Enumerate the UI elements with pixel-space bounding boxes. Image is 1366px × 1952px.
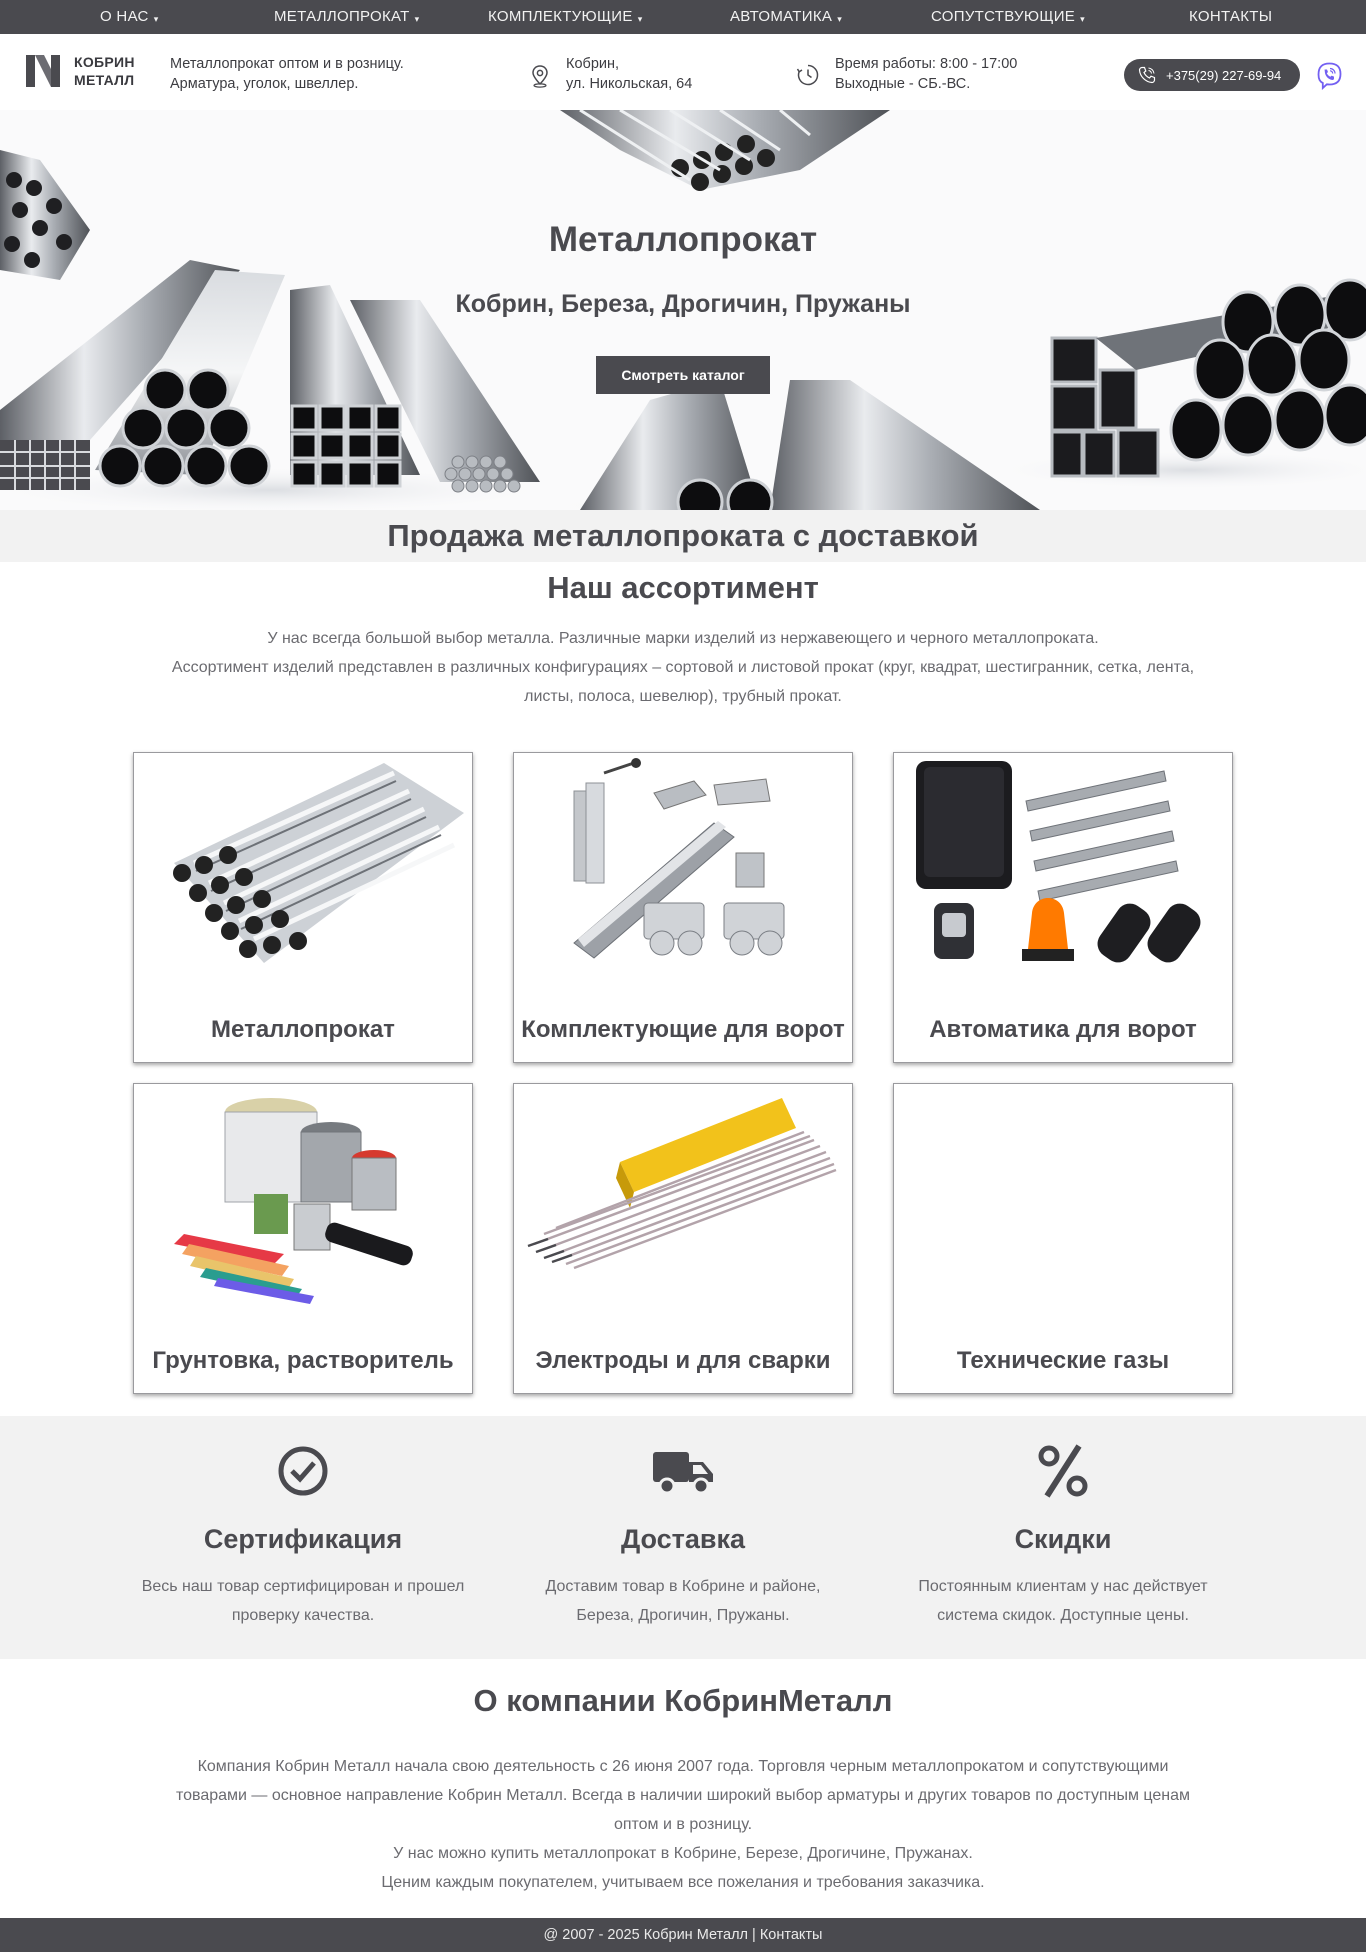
site-footer[interactable]: @ 2007 - 2025 Кобрин Металл | Контакты xyxy=(0,1918,1366,1952)
nav-label: О НАС xyxy=(100,8,149,25)
gases-image-placeholder xyxy=(894,1084,1232,1304)
caret-down-icon: ▾ xyxy=(837,14,843,24)
hero-title: Металлопрокат xyxy=(548,220,818,259)
view-catalog-button[interactable]: Смотреть каталог xyxy=(596,356,770,394)
category-card-welding[interactable] xyxy=(513,1083,853,1394)
logo-line2: МЕТАЛЛ xyxy=(74,72,135,88)
about-title: О компании КобринМеталл xyxy=(473,1683,893,1718)
hero-subtitle: Кобрин, Береза, Дрогичин, Пружаны xyxy=(455,290,911,318)
nav-label: СОПУТСТВУЮЩИЕ xyxy=(931,8,1076,25)
card-title: Металлопрокат xyxy=(211,1016,395,1043)
feature-text xyxy=(493,1572,873,1630)
features-section xyxy=(0,1416,1366,1659)
assortment-text-line2: Ассортимент изделий представлен в различных конфигурациях – сортовой и листовой прокат (круг, квадрат, шестигранник, сетка, лента, xyxy=(171,659,1195,676)
card-title: Электроды и для сварки xyxy=(535,1347,831,1374)
address-line1: Кобрин, xyxy=(566,56,620,72)
truck-icon xyxy=(651,1444,715,1498)
nav-label: КОМПЛЕКТУЮЩИЕ xyxy=(488,8,633,25)
about-text-line5: Ценим каждым покупателем, учитываем все пожелания и требования заказчика. xyxy=(381,1874,985,1891)
card-title: Технические газы xyxy=(956,1347,1170,1374)
nav-label: КОНТАКТЫ xyxy=(1189,8,1273,25)
feature-title: Сертификация xyxy=(203,1524,403,1554)
logo-text xyxy=(74,53,135,89)
assortment-text xyxy=(110,624,1256,711)
viber-icon[interactable] xyxy=(1316,62,1343,90)
feature-text-line2: проверку качества. xyxy=(231,1607,375,1624)
site-header xyxy=(0,34,1366,110)
delivery-band-title: Продажа металлопроката с доставкой xyxy=(0,510,1366,562)
rebar-bundle-image xyxy=(134,753,472,973)
feature-text-line2: система скидок. Доступные цены. xyxy=(937,1607,1189,1624)
tagline-line1: Металлопрокат оптом и в розницу. xyxy=(170,56,404,72)
card-title: Комплектующие для ворот xyxy=(521,1016,845,1043)
feature-text-line1: Постоянным клиентам у нас действует xyxy=(918,1578,1208,1595)
paint-cans-image xyxy=(134,1084,472,1304)
header-address xyxy=(566,54,692,94)
assortment-text-line3: листы, полоса, шевелюр), трубный прокат. xyxy=(524,688,842,705)
about-text-line2: товарами — основное направление Кобрин Металл. Всегда в наличии широкий выбор арматуры и других товаров по доступным ценам xyxy=(175,1787,1191,1804)
category-card-gate-components[interactable] xyxy=(513,752,853,1063)
assortment-title: Наш ассортимент xyxy=(547,570,819,605)
check-circle-icon xyxy=(271,1444,335,1498)
nav-item-related[interactable] xyxy=(931,0,1085,34)
caret-down-icon: ▾ xyxy=(153,14,159,24)
percent-icon xyxy=(1031,1444,1095,1498)
category-card-gases[interactable] xyxy=(893,1083,1233,1394)
hero-banner xyxy=(0,110,1366,510)
card-title: Автоматика для ворот xyxy=(929,1016,1197,1043)
tagline-line2: Арматура, уголок, швеллер. xyxy=(170,76,359,92)
feature-text-line1: Доставим товар в Кобрине и районе, xyxy=(545,1578,821,1595)
phone-button[interactable] xyxy=(1124,59,1300,91)
card-title: Грунтовка, растворитель xyxy=(152,1347,454,1374)
nav-item-about[interactable] xyxy=(100,0,159,34)
about-text xyxy=(110,1752,1256,1897)
address-line2: ул. Никольская, 64 xyxy=(566,76,693,92)
category-card-primer[interactable] xyxy=(133,1083,473,1394)
welding-electrodes-image xyxy=(514,1084,852,1304)
feature-text-line2: Береза, Дрогичин, Пружаны. xyxy=(576,1607,790,1624)
hours-line1: Время работы: 8:00 - 17:00 xyxy=(835,56,1018,72)
caret-down-icon: ▾ xyxy=(1080,14,1085,24)
feature-title: Доставка xyxy=(620,1524,746,1554)
nav-label: АВТОМАТИКА xyxy=(730,8,833,25)
header-hours xyxy=(835,54,1017,94)
nav-item-automation[interactable] xyxy=(730,0,842,34)
caret-down-icon: ▾ xyxy=(637,14,643,24)
nav-item-components[interactable] xyxy=(488,0,643,34)
nav-item-contacts[interactable] xyxy=(1189,0,1272,34)
header-tagline xyxy=(170,54,404,94)
about-text-line3: оптом и в розницу. xyxy=(613,1816,753,1833)
logo-mark-icon xyxy=(26,53,68,89)
nav-item-metal[interactable] xyxy=(274,0,419,34)
assortment-text-line1: У нас всегда большой выбор металла. Различные марки изделий из нержавеющего и черного металлопроката. xyxy=(267,630,1099,647)
about-text-line1: Компания Кобрин Металл начала свою деятельность с 26 июня 2007 года. Торговля черным металлопрокатом и сопутствующими xyxy=(197,1758,1169,1775)
gate-hardware-image xyxy=(514,753,852,973)
logo-line1: КОБРИН xyxy=(74,54,135,70)
nav-label: МЕТАЛЛОПРОКАТ xyxy=(274,8,410,25)
hours-line2: Выходные - СБ.-ВС. xyxy=(835,76,971,92)
feature-text xyxy=(113,1572,493,1630)
about-text-line4: У нас можно купить металлопрокат в Кобрине, Березе, Дрогичине, Пружанах. xyxy=(393,1845,973,1862)
phone-icon xyxy=(1138,66,1156,84)
phone-number: +375(29) 227-69-94 xyxy=(1166,67,1282,83)
clock-icon xyxy=(796,63,820,87)
caret-down-icon: ▾ xyxy=(414,14,420,24)
category-card-gate-automation[interactable] xyxy=(893,752,1233,1063)
feature-title: Скидки xyxy=(1014,1524,1112,1554)
feature-text-line1: Весь наш товар сертифицирован и прошел xyxy=(141,1578,465,1595)
top-nav xyxy=(0,0,1366,34)
map-pin-icon xyxy=(530,64,550,88)
gate-automation-image xyxy=(894,753,1232,973)
feature-text xyxy=(873,1572,1253,1630)
logo[interactable] xyxy=(26,52,144,90)
category-card-metal[interactable] xyxy=(133,752,473,1063)
